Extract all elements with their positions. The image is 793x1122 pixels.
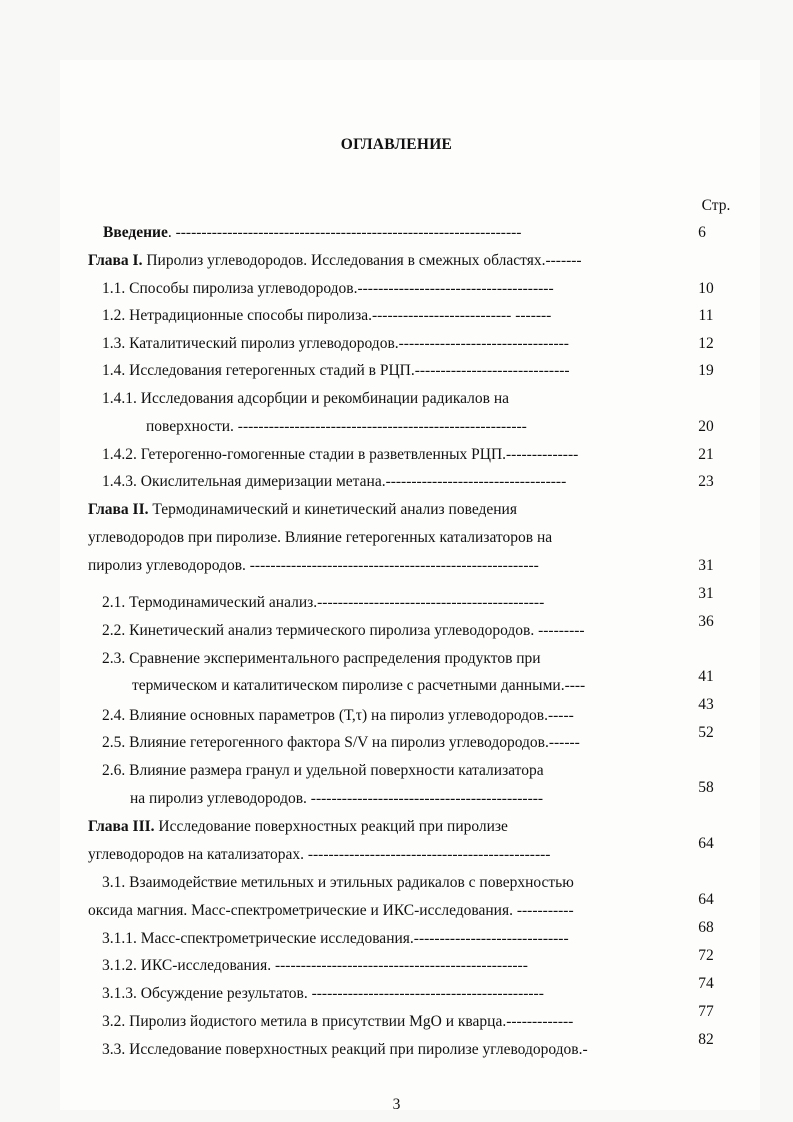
page-column-header: Стр. [701,197,731,214]
toc-line-2-4: 2.4. Влияние основных параметров (Т,τ) на пиролиз углеводородов.----- [102,707,574,724]
toc-line-chapter-1: Глава I. Пиролиз углеводородов. Исследования в смежных областях.------- [88,252,582,269]
toc-line-1-1: 1.1. Способы пиролиза углеводородов.-------------------------------------- [102,280,554,297]
toc-page-3-3: 82 [698,1031,714,1048]
toc-page-1-2: 11 [698,307,714,324]
page-title: ОГЛАВЛЕНИЕ [340,136,453,153]
toc-line-3-1-2: 3.1.2. ИКС-исследования. ------------------------------------------------- [102,957,528,974]
toc-page-3-1-3: 74 [698,975,714,992]
toc-page-1-1: 10 [698,280,714,297]
toc-line-2-6: 2.6. Влияние размера гранул и удельной поверхности катализатора [102,762,544,779]
toc-line-intro: Введение. ------------------------------------------------------------------- [103,224,522,241]
toc-page-3-1-1: 68 [698,919,714,936]
toc-page-2-3: 41 [698,668,714,685]
toc-page-chapter-2: 31 [698,557,714,574]
toc-line-2-5: 2.5. Влияние гетерогенного фактора S/V на пиролиз углеводородов.------ [102,734,580,751]
toc-page-1-4-1: 20 [698,418,714,435]
toc-line-2-3-cont: термическом и каталитическом пиролизе с расчетными данными.---- [132,677,586,694]
toc-line-2-3: 2.3. Сравнение экспериментального распределения продуктов при [102,650,541,667]
toc-line-1-4-1-cont: поверхности. -------------------------------------------------------- [146,418,527,435]
toc-page-intro: 6 [698,224,706,241]
toc-line-chapter-2: Глава II. Термодинамический и кинетический анализ поведения [88,501,517,518]
toc-line-chapter-3: Глава III. Исследование поверхностных реакций при пиролизе [88,818,508,835]
toc-page-chapter-3: 64 [698,835,714,852]
toc-line-2-2: 2.2. Кинетический анализ термического пиролиза углеводородов. --------- [102,622,585,639]
toc-line-2-6-cont: на пиролиз углеводородов. --------------------------------------------- [130,790,544,807]
toc-line-1-3: 1.3. Каталитический пиролиз углеводородов.--------------------------------- [102,335,569,352]
toc-page-3-2: 77 [698,1003,714,1020]
toc-page-1-4: 19 [698,362,714,379]
toc-line-1-2: 1.2. Нетрадиционные способы пиролиза.--------------------------- ------- [102,307,552,324]
toc-line-3-1-1: 3.1.1. Масс-спектрометрические исследования.------------------------------ [102,930,569,947]
toc-line-3-1: 3.1. Взаимодействие метильных и этильных радикалов с поверхностью [102,874,574,891]
toc-line-1-4: 1.4. Исследования гетерогенных стадий в РЦП.------------------------------ [102,362,570,379]
toc-page-2-5: 52 [698,724,714,741]
toc-page-1-4-3: 23 [698,473,714,490]
toc-page-3-1-2: 72 [698,947,714,964]
toc-page-1-3: 12 [698,335,714,352]
toc-line-chapter-2-cont2: пиролиз углеводородов. -------------------------------------------------------- [88,557,539,574]
toc-line-3-3: 3.3. Исследование поверхностных реакций при пиролизе углеводородов.- [102,1041,588,1058]
page-number: 3 [392,1096,401,1113]
toc-page-2-1: 31 [698,585,714,602]
page-sheet [60,60,760,1110]
toc-page-2-2: 36 [698,613,714,630]
toc-line-1-4-3: 1.4.3. Окислительная димеризации метана.----------------------------------- [102,473,567,490]
toc-line-2-1: 2.1. Термодинамический анализ.-------------------------------------------- [102,594,545,611]
toc-line-1-4-1: 1.4.1. Исследования адсорбции и рекомбинации радикалов на [102,390,510,407]
toc-line-chapter-2-cont1: углеводородов при пиролизе. Влияние гетерогенных катализаторов на [88,529,553,546]
toc-line-1-4-2: 1.4.2. Гетерогенно-гомогенные стадии в разветвленных РЦП.-------------- [102,446,579,463]
toc-page-2-4: 43 [698,696,714,713]
toc-page-2-6: 58 [698,779,714,796]
toc-line-3-2: 3.2. Пиролиз йодистого метила в присутствии MgO и кварца.------------- [102,1013,574,1030]
toc-line-3-1-cont: оксида магния. Масс-спектрометрические и ИКС-исследования. ----------- [88,902,574,919]
toc-line-chapter-3-cont: углеводородов на катализаторах. ----------------------------------------------- [88,846,551,863]
toc-page-1-4-2: 21 [698,446,714,463]
toc-page-3-1: 64 [698,891,714,908]
toc-line-3-1-3: 3.1.3. Обсуждение результатов. --------------------------------------------- [102,985,544,1002]
